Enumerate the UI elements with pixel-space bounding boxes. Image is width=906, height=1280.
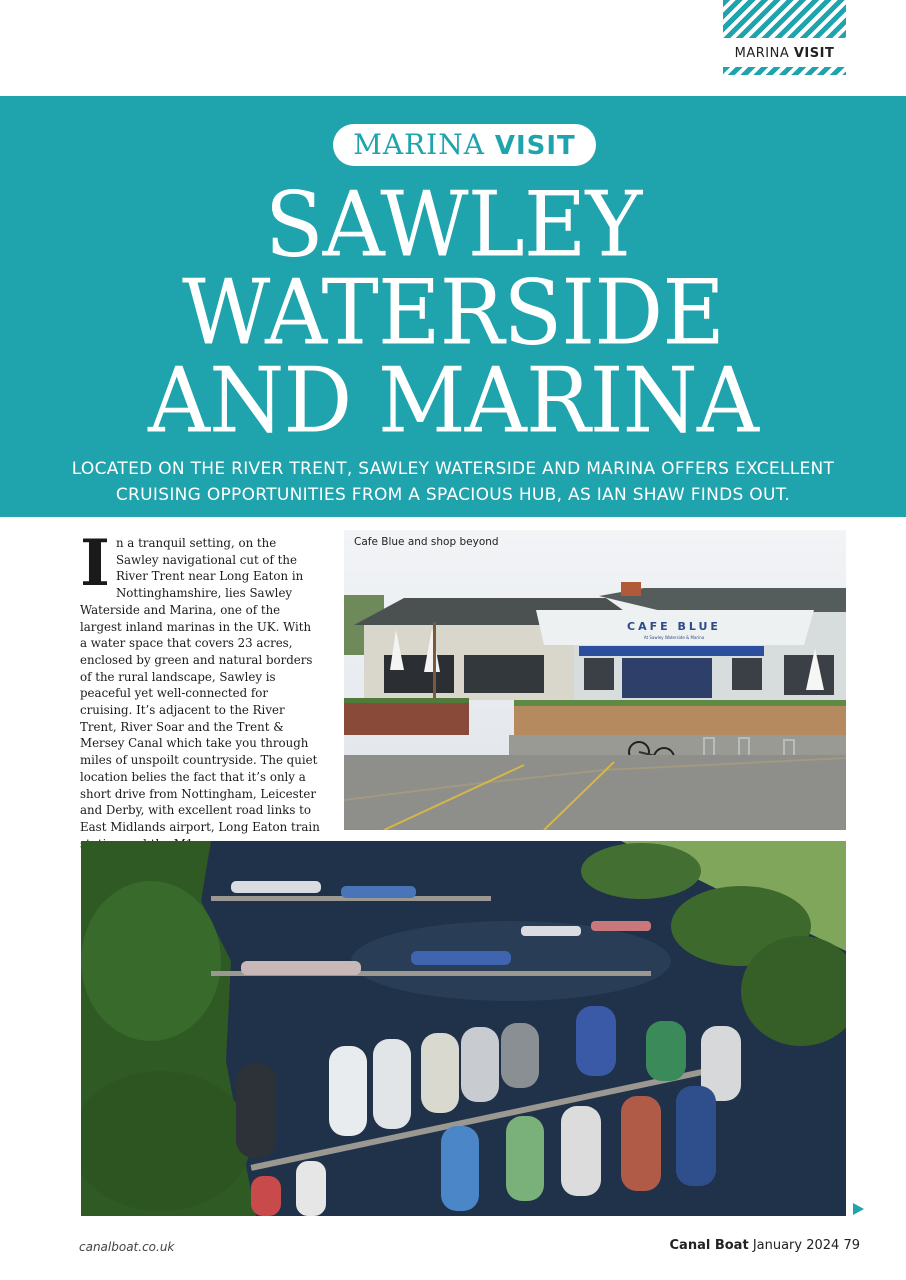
cafe-sign: CAFE BLUE xyxy=(627,620,721,633)
page-title xyxy=(0,172,906,454)
headline-line-3: AND MARINA xyxy=(148,348,758,454)
aerial-marina-photo xyxy=(81,841,846,1216)
cafe-scene xyxy=(344,530,846,830)
photo-caption: Cafe Blue and shop beyond xyxy=(354,536,499,548)
cafe-photo xyxy=(344,530,846,830)
cafe-sign-sub: At Sawley Waterside & Marina xyxy=(643,635,705,640)
article-text: n a tranquil setting, on the Sawley navigational cut of the River Trent near Long Eaton in Nottinghamshire, lies Sawley Waterside and Marina, one of the largest inland marinas in the UK. With a water space that covers 23 acres, enclosed by green and natural borders of the rural landscape, Sawley is peaceful yet well-connected for cruising. It’s adjacent to the River Trent, River Soar and the Trent & Mersey Canal which take you through miles of unspoilt countryside. The quiet location belies the fact that it’s only a short drive from Nottingham, Leicester and Derby, with excellent road links to East Midlands airport, Long Eaton train xyxy=(80,536,320,834)
drop-cap: I xyxy=(80,526,110,601)
headline-line-1: SAWLEY xyxy=(264,172,642,278)
standfirst: LOCATED ON THE RIVER TRENT, SAWLEY WATERSIDE AND MARINA OFFERS EXCELLENT CRUISING OPPORTUNITIES FROM A SPACIOUS HUB, AS IAN SHAW FINDS OUT. xyxy=(71,459,835,505)
tag-stripes-decoration xyxy=(723,0,846,38)
header-band xyxy=(0,96,906,517)
tag-underline-decoration xyxy=(723,67,846,75)
article-body xyxy=(80,526,320,852)
page-number: 79 xyxy=(843,1238,860,1253)
section-tag-text: MARINA VISIT xyxy=(734,46,835,61)
footer-folio xyxy=(640,1238,860,1253)
continue-arrow-icon xyxy=(853,1203,864,1215)
section-tag xyxy=(723,0,846,78)
footer-magazine: Canal Boat xyxy=(669,1238,749,1253)
footer-website: canalboat.co.uk xyxy=(79,1240,175,1254)
footer-issue: January 2024 xyxy=(752,1238,840,1253)
aerial-scene xyxy=(81,841,846,1216)
headline-line-2: WATERSIDE xyxy=(181,260,725,366)
section-pill: MARINA VISIT xyxy=(333,124,596,166)
